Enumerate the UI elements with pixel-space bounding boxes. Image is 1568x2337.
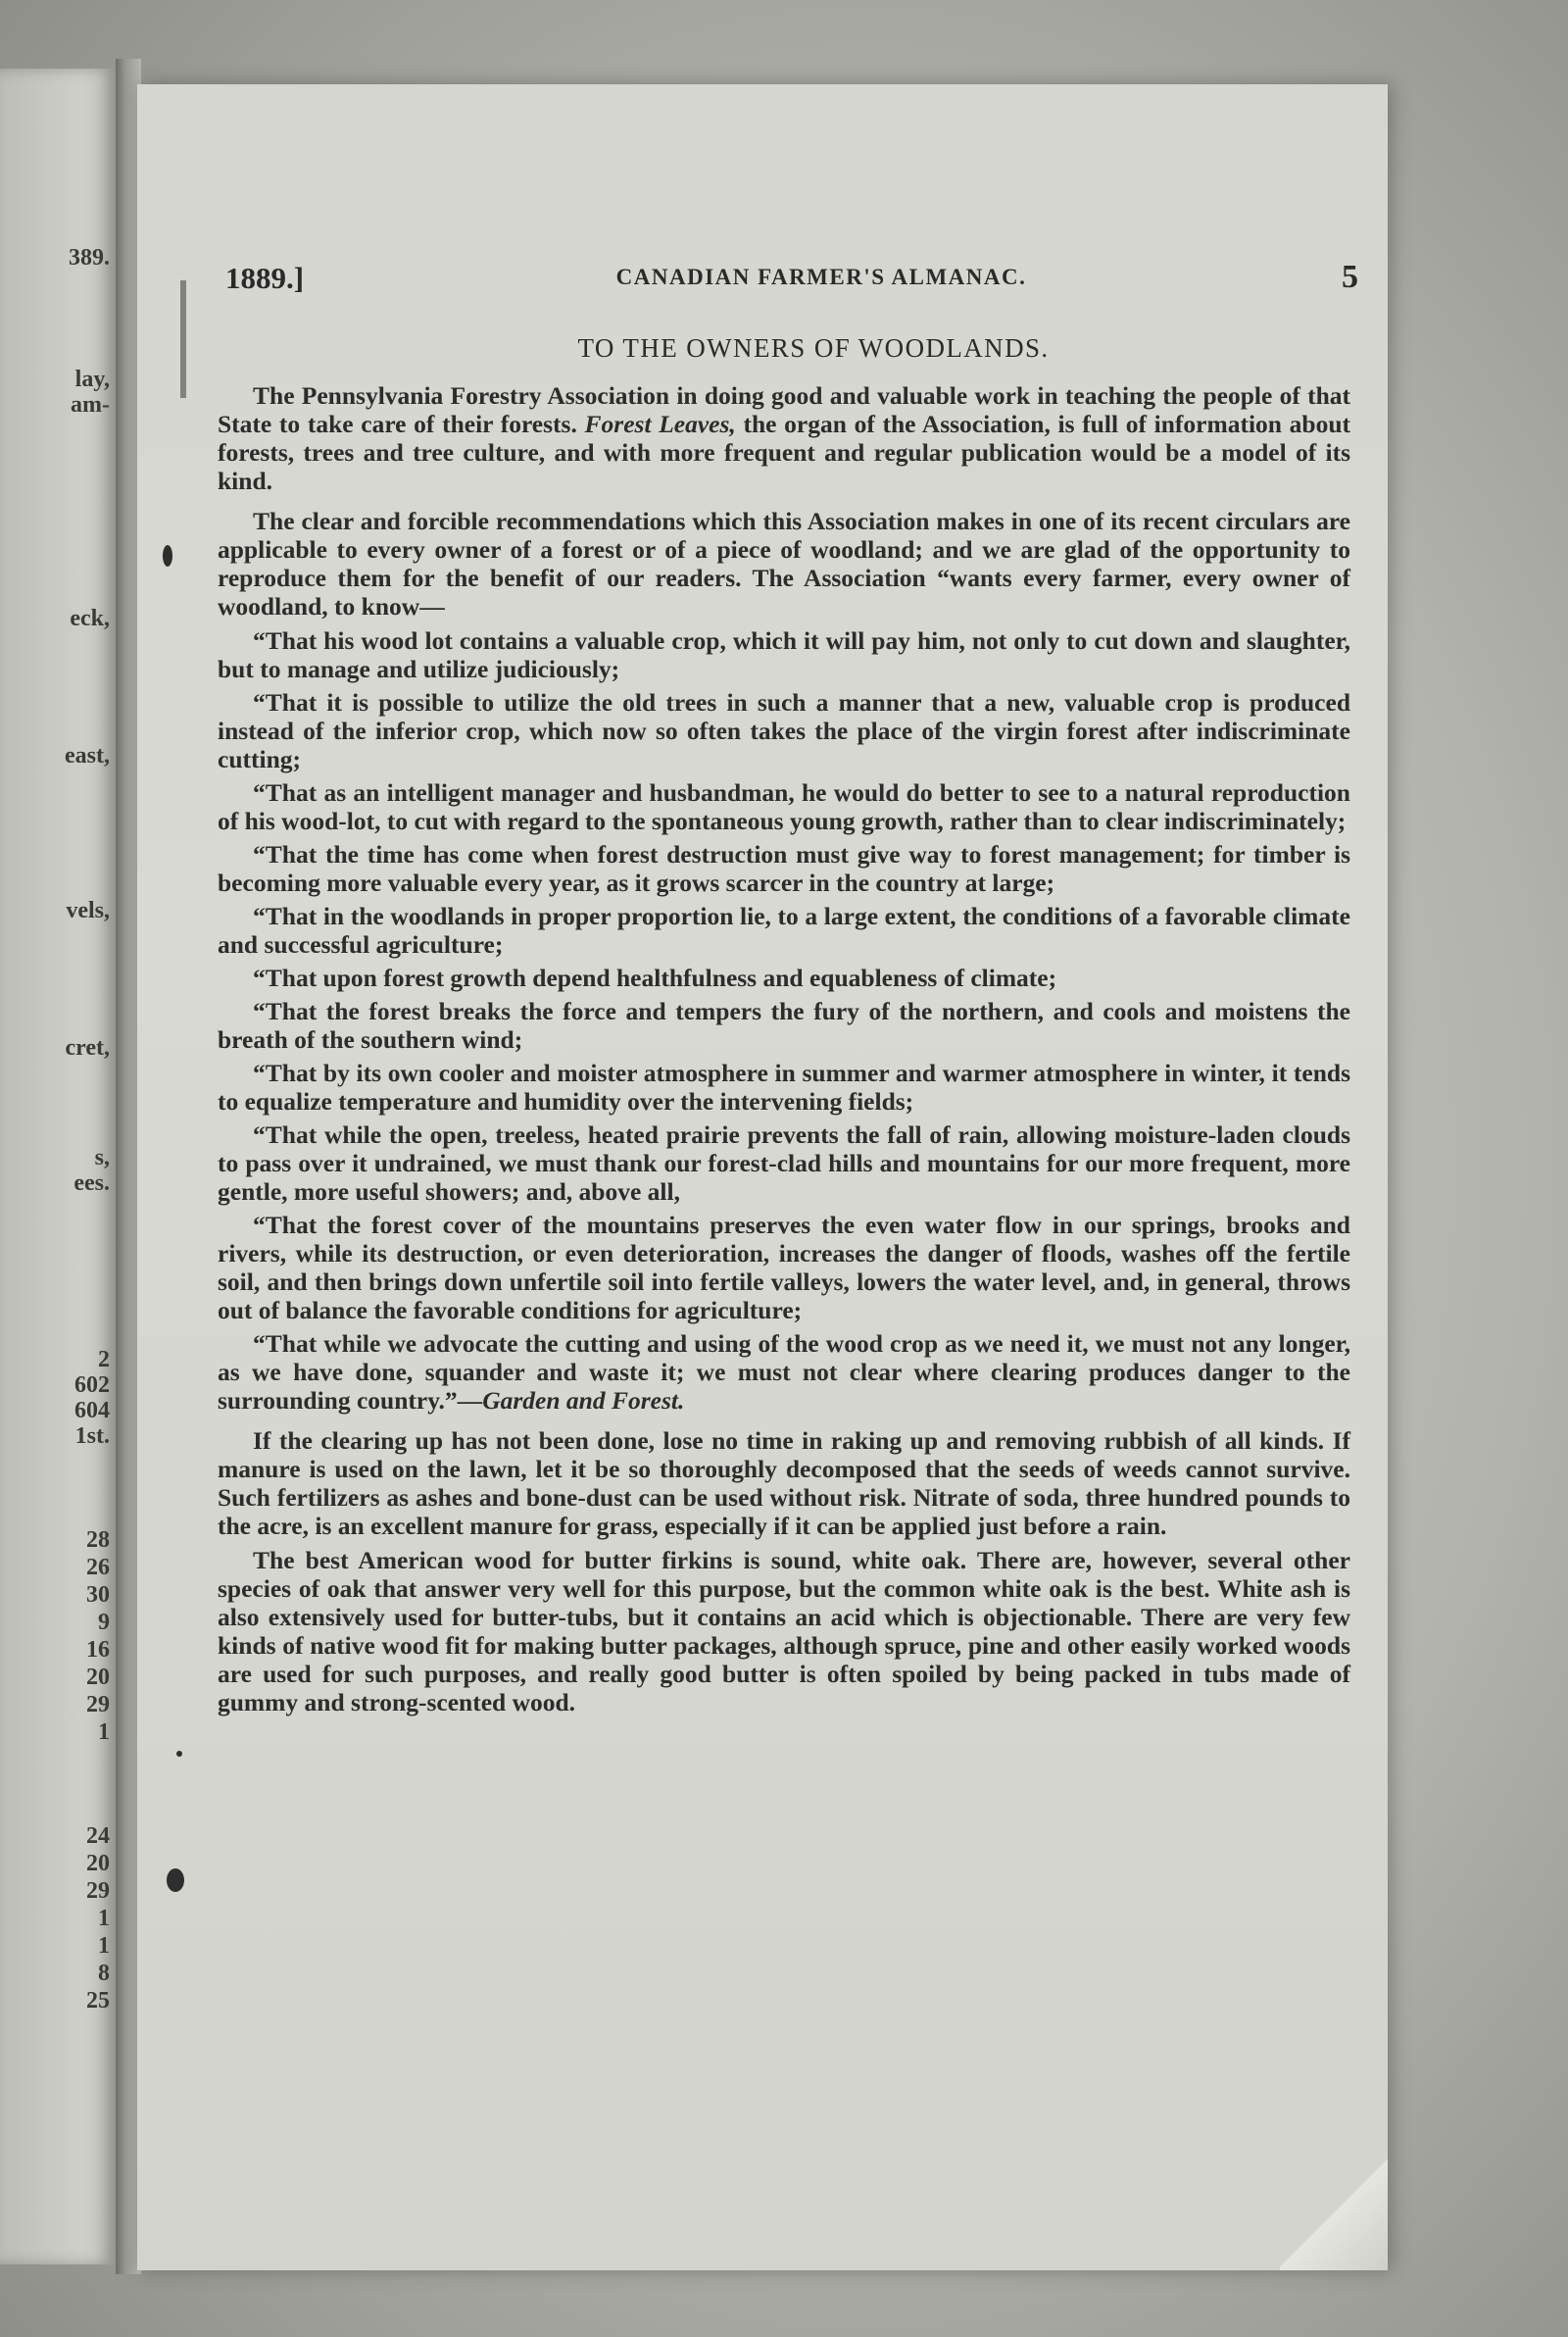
quote-paragraph: “That as an intelligent manager and husbandman, he would do better to see to a natural reproduction of his wood-lot, to cut with regard to the spontaneous young growth, rather than to clear indiscriminately; [218,778,1350,835]
prev-page-fragment: 28 [86,1527,110,1553]
article-title: TO THE OWNERS OF WOODLANDS. [577,333,1050,363]
prev-page-fragment: eck, [70,606,110,631]
ink-speck [167,1868,184,1892]
prev-page-fragment: 2 [98,1347,110,1372]
prev-page-fragment: 604 [74,1398,110,1423]
prev-page-fragment: 25 [86,1988,110,2014]
prev-page-fragment: 20 [86,1851,110,1876]
prev-page-fragment: 8 [98,1961,110,1986]
prev-page-fragment: 1st. [74,1423,110,1449]
quote-paragraph: “That while the open, treeless, heated prairie prevents the fall of rain, allowing moisture-laden clouds to pass over it undrained, we must thank our forest-clad hills and mountains for our more frequent, more gentle, more useful showers; and, above all, [218,1120,1350,1206]
running-head [225,261,1358,300]
ink-speck [176,1751,182,1757]
prev-page-fragment: 30 [86,1582,110,1608]
intro-text-b: the organ of the Association, is full of information about forests, trees and tree culture, and with more frequent and regular publication would be a model of its kind. [218,410,1350,495]
prev-page-fragment: 602 [74,1372,110,1398]
prev-page-fragment: 26 [86,1555,110,1580]
quote-paragraph: “That it is possible to utilize the old trees in such a manner that a new, valuable crop is produced instead of the inferior crop, which now so often takes the place of the virgin forest after indiscriminate cutting; [218,688,1350,773]
running-title: CANADIAN FARMER'S ALMANAC. [615,265,1027,289]
ink-speck [163,545,172,567]
prev-page-fragment: ees. [74,1170,110,1196]
page-year: 1889.] [225,261,305,295]
final-quote-text: “That while we advocate the cutting and using of the wood crop as we need it, we must not any longer, as we have done, squander and waste it; we must not clear where clearing produces danger to the surrounding country.”— [218,1329,1350,1415]
recommendations-paragraph: The clear and forcible recommendations which this Association makes in one of its recent circulars are applicable to every owner of a forest or of a piece of woodland; and we are glad of the opportunity to reproduce them for the benefit of our readers. The Association “wants every farmer, every owner of woodland, to know— [218,507,1350,621]
prev-page-fragment: vels, [66,898,110,923]
prev-page-fragment: 1 [98,1719,110,1745]
publication-name: Forest Leaves, [584,410,736,438]
prev-page-fragment: 9 [98,1610,110,1635]
prev-page-fragment: s, [94,1145,110,1170]
prev-page-fragment: 20 [86,1665,110,1690]
article [218,333,1350,1722]
clearing-paragraph: If the clearing up has not been done, lose no time in raking up and removing rubbish of all kinds. If manure is used on the lawn, let it be so thoroughly decomposed that the seeds of weeds cannot survive. Such fertilizers as ashes and bone-dust can be used without risk. Nitrate of soda, three hundred pounds to the acre, is an excellent manure for grass, especially if it can be applied just before a rain. [218,1426,1350,1540]
prev-page-fragment: 29 [86,1692,110,1717]
prev-page-fragment: am- [71,392,110,418]
prev-page-fragment: 29 [86,1878,110,1904]
prev-page-fragment: 1 [98,1933,110,1959]
quote-paragraph: “That the forest cover of the mountains preserves the even water flow in our springs, brooks and rivers, while its destruction, or even deterioration, increases the danger of floods, washes off the fertile soil, and then brings down unfertile soil into fertile valleys, lowers the water level, and, in general, throws out of balance the favorable conditions for agriculture; [218,1211,1350,1324]
quote-paragraph: “That his wood lot contains a valuable crop, which it will pay him, not only to cut down and slaughter, but to manage and utilize judiciously; [218,626,1350,683]
final-quote-paragraph [218,1329,1350,1415]
quote-paragraph: “That the time has come when forest destruction must give way to forest management; for timber is becoming more valuable every year, as it grows scarcer in the country at large; [218,840,1350,897]
quote-paragraph: “That by its own cooler and moister atmosphere in summer and warmer atmosphere in winter, it tends to equalize temperature and humidity over the intervening fields; [218,1059,1350,1116]
quote-source: Garden and Forest. [482,1386,685,1415]
prev-page-fragment: cret, [65,1035,110,1061]
prev-page-fragment: 389. [69,245,110,271]
prev-page-fragment: 1 [98,1906,110,1931]
intro-paragraph [218,381,1350,495]
butter-firkins-paragraph: The best American wood for butter firkins is sound, white oak. There are, however, several other species of oak that answer very well for this purpose, but the common white oak is the best. White ash is also extensively used for butter-tubs, but it contains an acid which is objectionable. There are very few kinds of native wood fit for making butter packages, although spruce, pine and other easily worked woods are used for such purposes, and really good butter is often spoiled by being packed in tubs made of gummy and strong-scented wood. [218,1546,1350,1716]
prev-page-fragment: east, [65,743,110,769]
previous-page-edge [0,69,116,2264]
ink-streak [180,280,186,398]
page-number: 5 [1342,259,1358,295]
quote-paragraph: “That the forest breaks the force and tempers the fury of the northern, and cools and moistens the breath of the southern wind; [218,997,1350,1054]
intro-text-a: The Pennsylvania Forestry Association in doing good and valuable work in teaching the people of that State to take care of their forests. [218,381,1350,438]
quote-paragraph: “That upon forest growth depend healthfulness and equableness of climate; [253,964,1057,992]
prev-page-fragment: 24 [86,1823,110,1849]
prev-page-fragment: 16 [86,1637,110,1663]
quote-paragraph: “That in the woodlands in proper proportion lie, to a large extent, the conditions of a favorable climate and successful agriculture; [218,902,1350,959]
prev-page-fragment: lay, [74,367,110,392]
